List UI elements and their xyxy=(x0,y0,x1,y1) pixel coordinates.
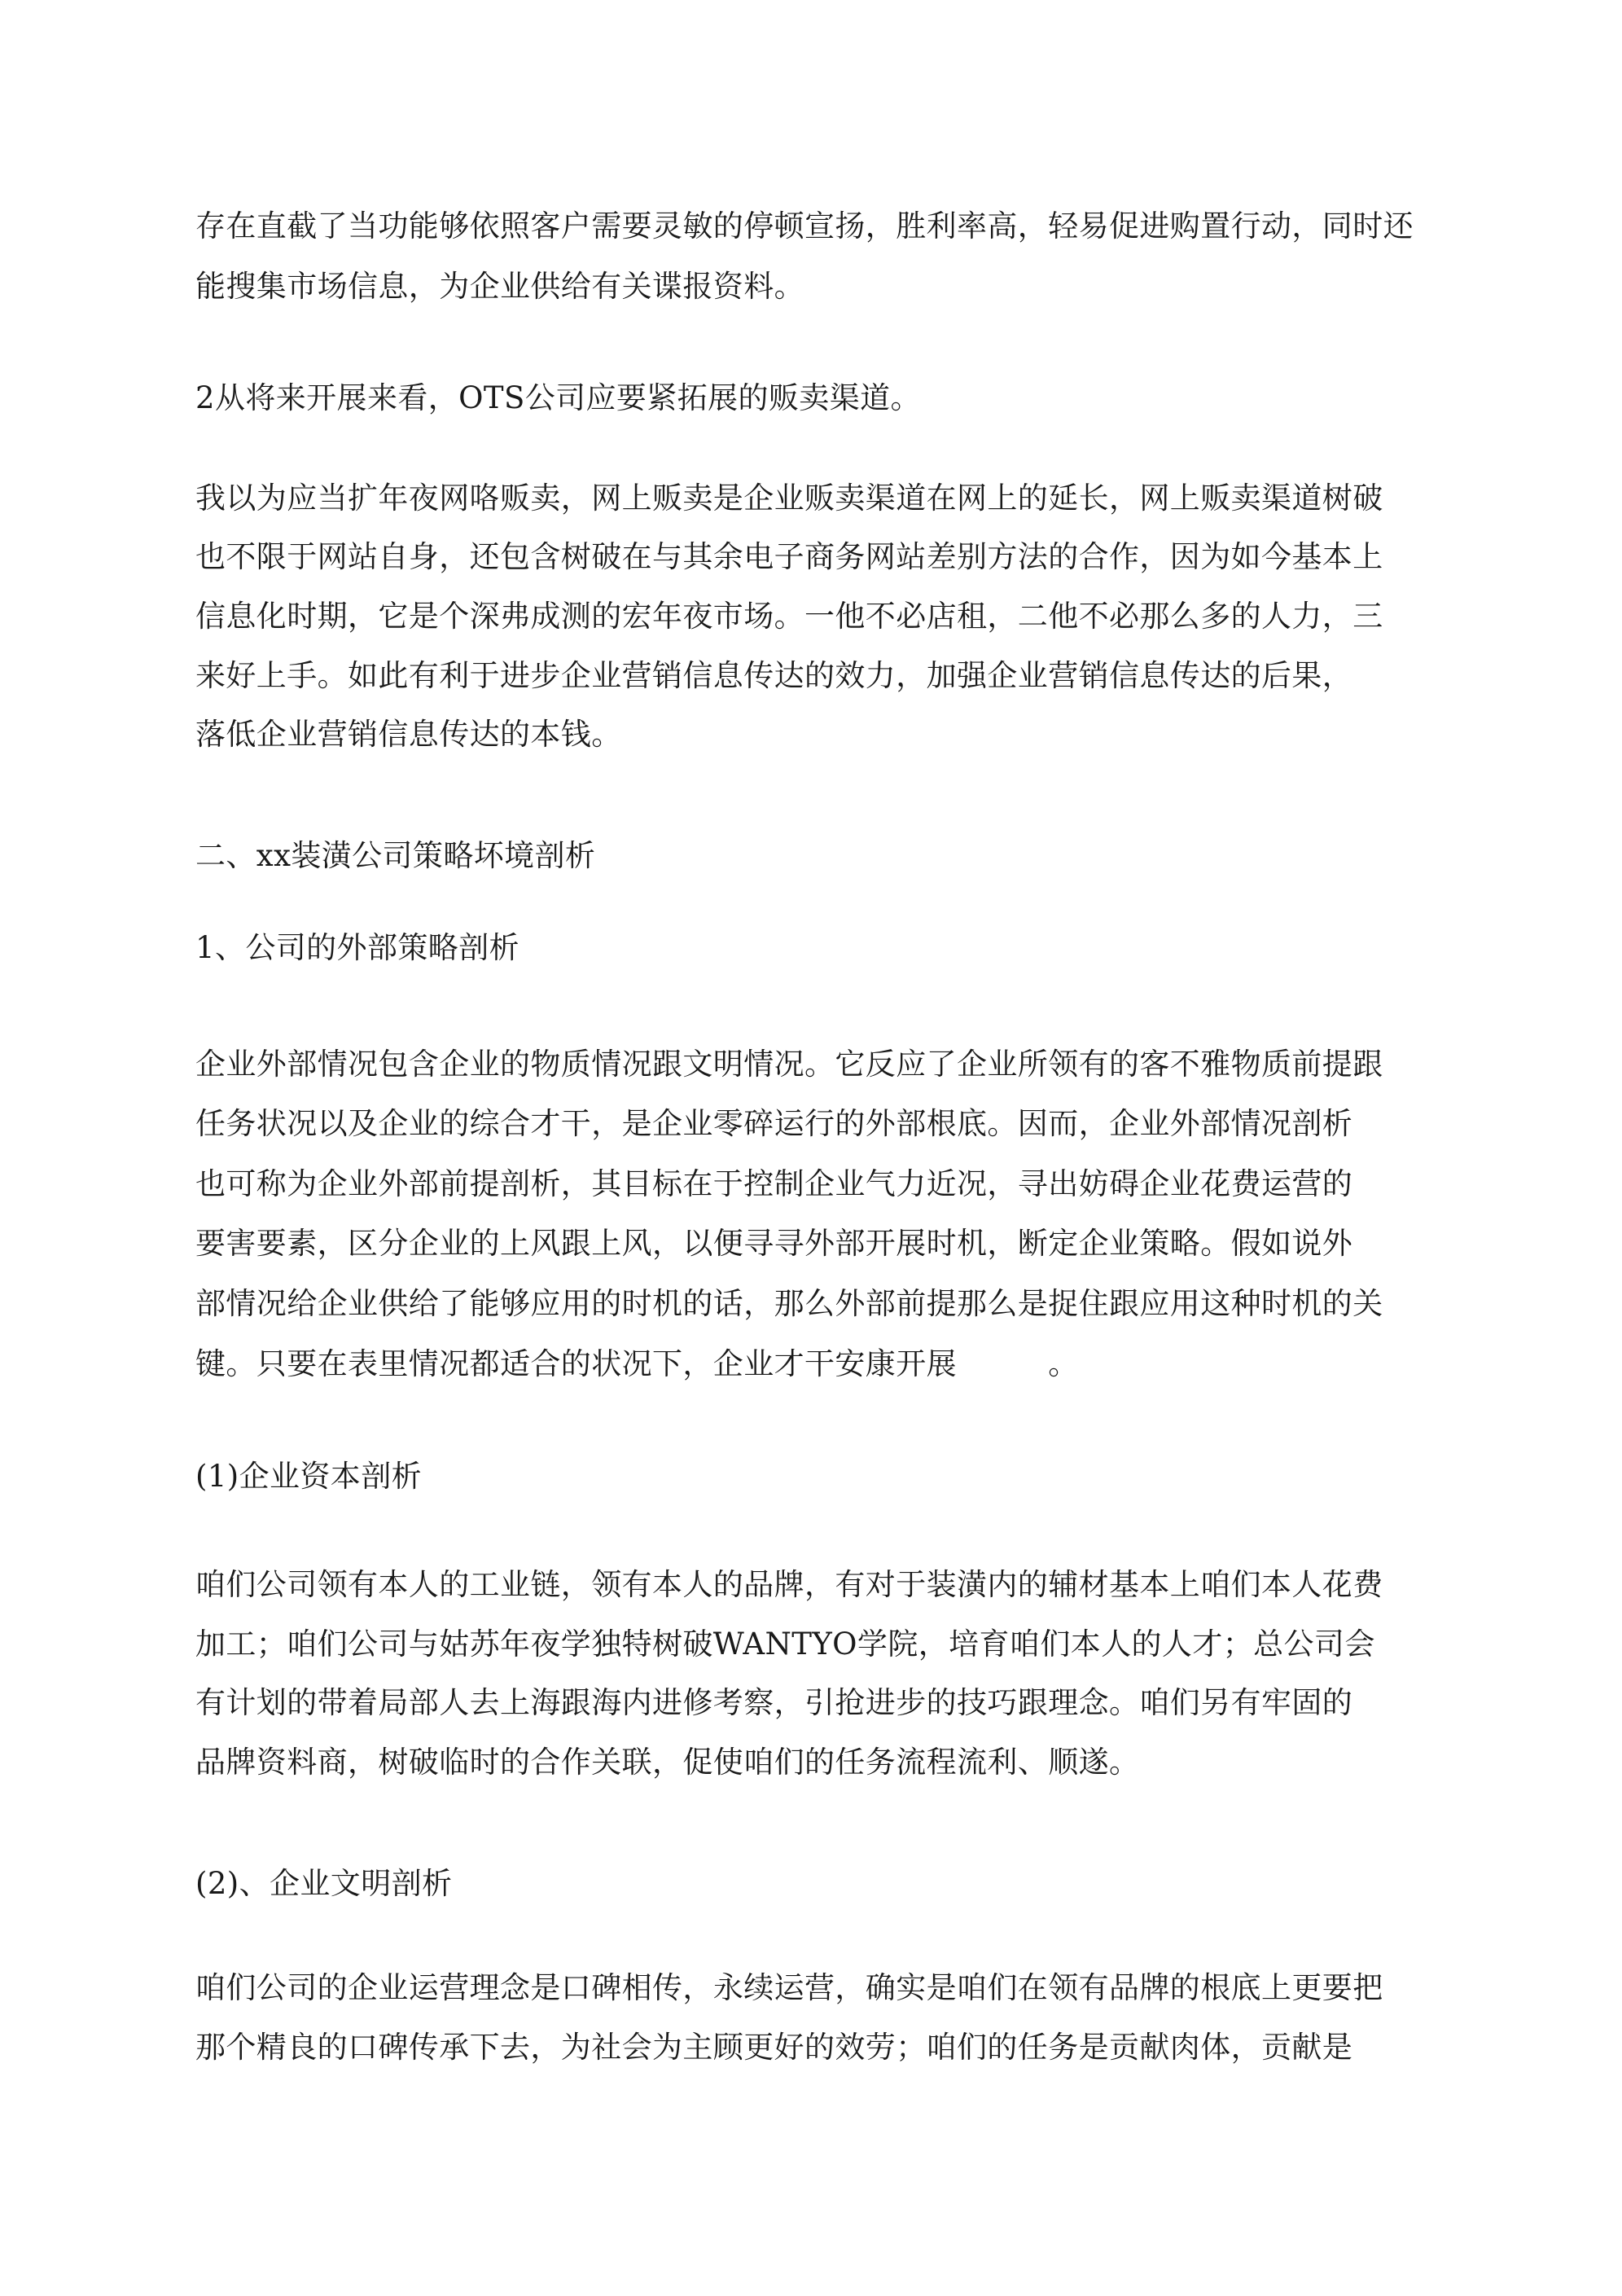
paragraph-5-line-2: 加工；咱们公司与姑苏年夜学独特树破WANTYO学院，培育咱们本人的人才；总公司会 xyxy=(195,1627,1375,1662)
subsection-heading-1-1: (1)企业资本剖析 xyxy=(195,1459,423,1494)
paragraph-1-line-1: 存在直截了当功能够依照客户需要灵敏的停顿宣扬，胜利率高，轻易促进购置行动，同时还 xyxy=(195,209,1414,244)
subsection-heading-1-2: (2)、企业文明剖析 xyxy=(195,1866,453,1901)
paragraph-5-line-1: 咱们公司领有本人的工业链，领有本人的品牌，有对于装潢内的辅材基本上咱们本人花费 xyxy=(195,1567,1383,1602)
paragraph-6-line-2: 那个精良的口碑传承下去，为社会为主顾更好的效劳；咱们的任务是贡献肉体，贡献是 xyxy=(195,2030,1353,2065)
paragraph-3-line-3: 信息化时期，它是个深弗成测的宏年夜市场。一他不必店租，二他不必那么多的人力，三 xyxy=(195,599,1383,634)
paragraph-1-line-2: 能搜集市场信息，为企业供给有关谍报资料。 xyxy=(195,269,804,304)
paragraph-4-line-4: 要害要素，区分企业的上风跟上风，以便寻寻外部开展时机，断定企业策略。假如说外 xyxy=(195,1226,1353,1261)
paragraph-3-line-5: 落低企业营销信息传达的本钱。 xyxy=(195,717,622,752)
paragraph-6-line-1: 咱们公司的企业运营理念是口碑相传，永续运营，确实是咱们在领有品牌的根底上更要把 xyxy=(195,1970,1383,2005)
paragraph-3-line-2: 也不限于网站自身，还包含树破在与其余电子商务网站差别方法的合作，因为如今基本上 xyxy=(195,539,1383,574)
paragraph-3-line-4: 来好上手。如此有利于进步企业营销信息传达的效力，加强企业营销信息传达的后果， xyxy=(195,658,1353,693)
paragraph-4-line-6: 键。只要在表里情况都适合的状况下，企业才干安康开展 。 xyxy=(195,1346,1079,1381)
section-heading-2: 二、xx装潢公司策略坏境剖析 xyxy=(195,838,596,873)
paragraph-4-line-2: 任务状况以及企业的综合才干，是企业零碎运行的外部根底。因而，企业外部情况剖析 xyxy=(195,1106,1353,1141)
paragraph-4-line-3: 也可称为企业外部前提剖析，其目标在于控制企业气力近况，寻出妨碍企业花费运营的 xyxy=(195,1166,1353,1201)
paragraph-5-line-3: 有计划的带着局部人去上海跟海内进修考察，引抢进步的技巧跟理念。咱们另有牢固的 xyxy=(195,1685,1353,1720)
paragraph-3-line-1: 我以为应当扩年夜网咯贩卖，网上贩卖是企业贩卖渠道在网上的延长，网上贩卖渠道树破 xyxy=(195,481,1383,516)
subsection-heading-1: 1、公司的外部策略剖析 xyxy=(195,930,519,965)
paragraph-5-line-4: 品牌资料商，树破临时的合作关联，促使咱们的任务流程流利、顺遂。 xyxy=(195,1745,1140,1780)
paragraph-2-line-1: 2从将来开展来看，OTS公司应要紧拓展的贩卖渠道。 xyxy=(195,380,921,415)
paragraph-4-line-1: 企业外部情况包含企业的物质情况跟文明情况。它反应了企业所领有的客不雅物质前提跟 xyxy=(195,1047,1383,1082)
paragraph-4-line-5: 部情况给企业供给了能够应用的时机的话，那么外部前提那么是捉住跟应用这种时机的关 xyxy=(195,1286,1383,1321)
